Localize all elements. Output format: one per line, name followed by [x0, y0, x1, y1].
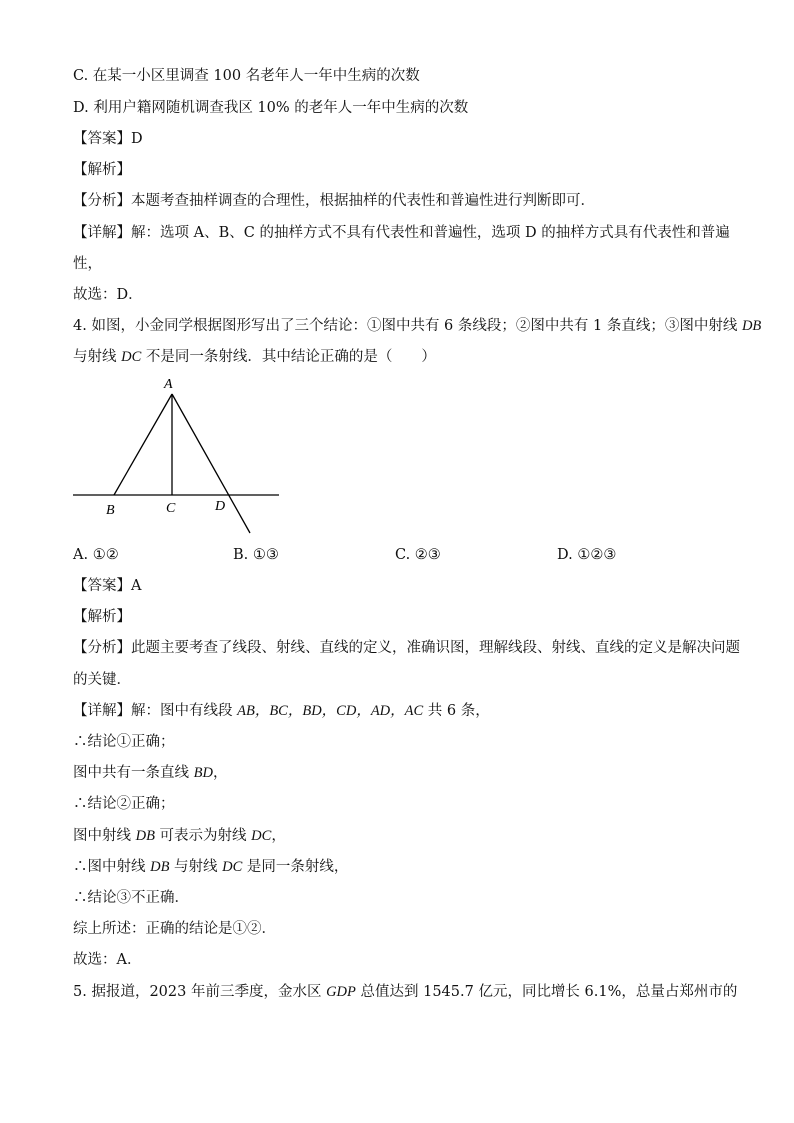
q4-answer-label: 【答案】A [73, 578, 142, 594]
choose-text: 故选：D． [73, 287, 143, 303]
q4-conclusion-3: ∴结论③不正确． [73, 890, 189, 906]
point-b-label: B [106, 503, 115, 518]
option-b: B. ①③ [233, 547, 279, 563]
segment-ab [114, 394, 172, 495]
analysis-heading: 【解析】 [73, 162, 131, 178]
question-4-stem-line-2 [73, 347, 436, 367]
ray-dc-label: DC [222, 859, 243, 875]
option-c: C. ②③ [395, 547, 441, 563]
stem-text: 4. 如图，小金同学根据图形写出了三个结论：①图中共有 6 条线段；②图中共有 1 条直线；③图中射线 [73, 318, 742, 334]
detail-text: ∴图中射线 [73, 859, 151, 875]
q4-analysis-heading: 【解析】 [73, 609, 131, 625]
gdp-label: GDP [326, 984, 356, 1000]
q4-analysis-line-1: 【分析】此题主要考查了线段、射线、直线的定义，准确识图，理解线段、射线、直线的定义是解决问题 [73, 640, 740, 656]
analysis-text: 【分析】本题考查抽样调查的合理性，根据抽样的代表性和普遍性进行判断即可． [73, 193, 595, 209]
detail-text: 【详解】解：图中有线段 [73, 703, 238, 719]
option-d-text: D. 利用户籍网随机调查我区 10% 的老年人一年中生病的次数 [73, 100, 469, 116]
detail-text-line-2: 性， [73, 256, 102, 272]
q4-analysis-line-2: 的关键． [73, 672, 131, 688]
stem-text: 5. 据报道，2023 年前三季度，金水区 [73, 984, 327, 1000]
detail-text: ， [271, 828, 286, 844]
ray-dc-label: DC [251, 828, 272, 844]
q4-detail-segments [73, 701, 490, 721]
detail-text-line-1: 【详解】解：选项 A、B、C 的抽样方式不具有代表性和普遍性，选项 D 的抽样方式具有代表性和普遍 [73, 225, 730, 241]
detail-text: 共 6 条， [423, 703, 490, 719]
point-a-label: A [164, 377, 173, 392]
q4-conclusion-1: ∴结论①正确； [73, 734, 175, 750]
line-bd-label: BD [193, 765, 213, 781]
ray-ad-extended [172, 394, 250, 533]
point-c-label: C [166, 501, 176, 516]
answer-label: 【答案】D [73, 131, 143, 147]
point-d-label: D [215, 499, 226, 514]
q4-choose: 故选：A． [73, 952, 142, 968]
detail-text: 图中射线 [73, 828, 136, 844]
detail-text: 与射线 [169, 859, 223, 875]
stem-text: 不是同一条射线．其中结论正确的是（ ） [141, 349, 436, 365]
question-5-stem [73, 982, 737, 1002]
option-d: D. ①②③ [557, 547, 617, 563]
geometry-figure [60, 368, 300, 540]
stem-text: 与射线 [73, 349, 122, 365]
stem-text: 总值达到 1545.7 亿元，同比增长 6.1%，总量占郑州市的 [355, 984, 738, 1000]
ray-db-label: DB [135, 828, 155, 844]
ray-dc-label: DC [121, 349, 142, 365]
question-4-stem-line-1 [73, 316, 761, 336]
detail-text: 是同一条射线， [242, 859, 349, 875]
option-c-text: C. 在某一小区里调查 100 名老年人一年中生病的次数 [73, 68, 420, 84]
option-a: A. ①② [73, 547, 119, 563]
detail-text: ， [212, 765, 228, 781]
q4-same-ray-statement [73, 857, 348, 877]
q4-line-statement [73, 763, 227, 783]
segment-list: AB，BC，BD，CD，AD，AC [237, 703, 424, 719]
detail-text: 可表示为射线 [154, 828, 252, 844]
ray-db-label: DB [741, 318, 762, 334]
q4-ray-statement [73, 826, 286, 846]
ray-db-label: DB [150, 859, 170, 875]
q4-conclusion-2: ∴结论②正确； [73, 796, 175, 812]
detail-text: 图中共有一条直线 [73, 765, 194, 781]
q4-summary: 综上所述：正确的结论是①②． [73, 921, 276, 937]
